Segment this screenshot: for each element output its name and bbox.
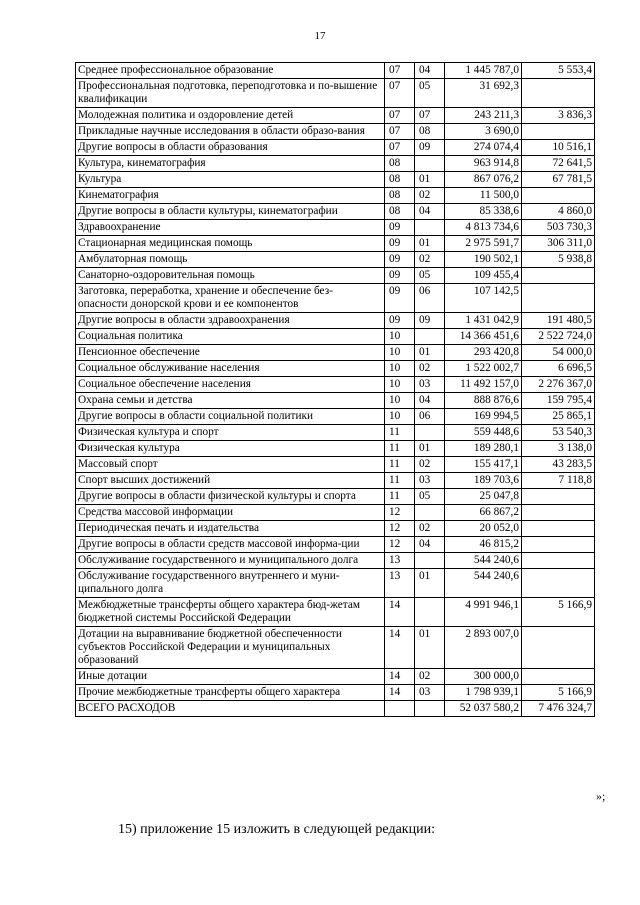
row-name: Физическая культура и спорт [76,425,385,441]
budget-table-body [76,63,595,717]
table-row [76,669,595,685]
row-total-amount: 85 338,6 [445,204,522,220]
row-subsection-code: 04 [415,63,445,79]
row-subsection-code: 03 [415,685,445,701]
row-name: Амбулаторная помощь [76,252,385,268]
row-subvention-amount: 43 283,5 [522,457,595,473]
table-row [76,377,595,393]
row-name: Профессиональная подготовка, переподготовка и по-вышение квалификации [76,79,385,108]
row-subsection-code: 03 [415,377,445,393]
row-section-code: 14 [385,598,415,627]
row-section-code: 12 [385,521,415,537]
row-section-code: 14 [385,627,415,669]
row-total-amount: 293 420,8 [445,345,522,361]
row-subvention-amount [522,553,595,569]
row-subvention-amount: 5 166,9 [522,685,595,701]
footer-paragraph: 15) приложение 15 изложить в следующей редакции: [118,822,435,837]
row-subvention-amount [522,505,595,521]
row-section-code: 11 [385,441,415,457]
row-subvention-amount: 25 865,1 [522,409,595,425]
row-name: Физическая культура [76,441,385,457]
row-total-amount: 25 047,8 [445,489,522,505]
row-subvention-amount [522,669,595,685]
row-total-amount: 300 000,0 [445,669,522,685]
table-row [76,204,595,220]
row-subsection-code [415,505,445,521]
row-section-code: 12 [385,537,415,553]
table-row [76,108,595,124]
row-subsection-code [415,220,445,236]
row-total-amount: 109 455,4 [445,268,522,284]
row-subvention-amount [522,627,595,669]
row-subsection-code [415,701,445,717]
table-row [76,393,595,409]
row-name: Другие вопросы в области физической культуры и спорта [76,489,385,505]
row-name: Другие вопросы в области культуры, кинематографии [76,204,385,220]
budget-table [75,62,595,717]
table-row [76,79,595,108]
row-total-amount: 544 240,6 [445,569,522,598]
row-total-amount: 888 876,6 [445,393,522,409]
row-subsection-code: 07 [415,108,445,124]
row-total-amount: 1 431 042,9 [445,313,522,329]
row-name: Другие вопросы в области здравоохранения [76,313,385,329]
table-row [76,284,595,313]
table-row [76,236,595,252]
row-section-code: 11 [385,425,415,441]
row-section-code [385,701,415,717]
row-total-amount: 31 692,3 [445,79,522,108]
row-section-code: 07 [385,79,415,108]
row-total-amount: 190 502,1 [445,252,522,268]
row-total-amount: 3 690,0 [445,124,522,140]
row-name: Спорт высших достижений [76,473,385,489]
row-section-code: 08 [385,188,415,204]
row-subvention-amount: 5 553,4 [522,63,595,79]
row-total-amount: 867 076,2 [445,172,522,188]
row-subvention-amount [522,124,595,140]
row-subvention-amount: 3 138,0 [522,441,595,457]
row-section-code: 07 [385,140,415,156]
row-subvention-amount: 5 938,8 [522,252,595,268]
row-subvention-amount [522,268,595,284]
row-name: Другие вопросы в области социальной политики [76,409,385,425]
row-name: Обслуживание государственного внутреннего и муни-ципального долга [76,569,385,598]
row-subsection-code: 02 [415,457,445,473]
row-name: Иные дотации [76,669,385,685]
row-name: Заготовка, переработка, хранение и обеспечение без-опасности донорской крови и ее компонентов [76,284,385,313]
row-name: Пенсионное обеспечение [76,345,385,361]
row-total-amount: 243 211,3 [445,108,522,124]
table-row [76,268,595,284]
row-name: Прикладные научные исследования в области образо-вания [76,124,385,140]
row-subvention-amount: 191 480,5 [522,313,595,329]
row-name: Культура, кинематография [76,156,385,172]
row-subvention-amount: 5 166,9 [522,598,595,627]
row-subsection-code: 01 [415,569,445,598]
row-total-amount: 52 037 580,2 [445,701,522,717]
table-row [76,473,595,489]
row-total-amount: 1 798 939,1 [445,685,522,701]
row-subsection-code: 09 [415,313,445,329]
row-subvention-amount [522,537,595,553]
row-section-code: 09 [385,284,415,313]
table-row [76,441,595,457]
page-number: 17 [314,30,326,42]
row-section-code: 08 [385,172,415,188]
row-name: Обслуживание государственного и муниципального долга [76,553,385,569]
row-section-code: 10 [385,393,415,409]
row-subsection-code: 02 [415,252,445,268]
row-name: Средства массовой информации [76,505,385,521]
row-subsection-code: 05 [415,268,445,284]
row-subsection-code: 02 [415,188,445,204]
row-total-amount: 46 815,2 [445,537,522,553]
row-section-code: 07 [385,63,415,79]
table-row [76,457,595,473]
row-subsection-code: 06 [415,409,445,425]
row-subvention-amount: 306 311,0 [522,236,595,252]
row-subsection-code: 03 [415,473,445,489]
table-row [76,627,595,669]
row-section-code: 10 [385,377,415,393]
row-total-amount: 963 914,8 [445,156,522,172]
row-name: Социальное обслуживание населения [76,361,385,377]
table-row [76,569,595,598]
table-row [76,598,595,627]
row-subvention-amount [522,284,595,313]
table-row [76,701,595,717]
row-name: Социальная политика [76,329,385,345]
row-name: Молодежная политика и оздоровление детей [76,108,385,124]
row-subsection-code [415,425,445,441]
row-subsection-code: 06 [415,284,445,313]
row-subsection-code [415,329,445,345]
row-name: Здравоохранение [76,220,385,236]
row-subsection-code: 01 [415,172,445,188]
table-row [76,252,595,268]
row-total-amount: 189 703,6 [445,473,522,489]
table-row [76,425,595,441]
table-row [76,140,595,156]
table-row [76,63,595,79]
table-row [76,220,595,236]
row-section-code: 11 [385,457,415,473]
row-subvention-amount: 67 781,5 [522,172,595,188]
table-row [76,521,595,537]
row-subvention-amount: 2 522 724,0 [522,329,595,345]
row-subsection-code: 01 [415,627,445,669]
row-subsection-code: 01 [415,441,445,457]
table-row [76,124,595,140]
row-total-amount: 20 052,0 [445,521,522,537]
row-subsection-code: 05 [415,79,445,108]
table-row [76,505,595,521]
row-section-code: 14 [385,669,415,685]
row-subsection-code [415,553,445,569]
row-subsection-code [415,598,445,627]
row-total-amount: 155 417,1 [445,457,522,473]
row-subvention-amount: 2 276 367,0 [522,377,595,393]
row-name: Санаторно-оздоровительная помощь [76,268,385,284]
row-subsection-code: 08 [415,124,445,140]
row-subsection-code: 02 [415,669,445,685]
row-name: Среднее профессиональное образование [76,63,385,79]
row-subsection-code: 04 [415,537,445,553]
row-subvention-amount: 3 836,3 [522,108,595,124]
row-section-code: 07 [385,108,415,124]
row-total-amount: 274 074,4 [445,140,522,156]
row-section-code: 10 [385,329,415,345]
row-section-code: 11 [385,473,415,489]
table-row [76,489,595,505]
row-subsection-code: 04 [415,393,445,409]
row-total-amount: 4 813 734,6 [445,220,522,236]
row-name: ВСЕГО РАСХОДОВ [76,701,385,717]
row-name: Межбюджетные трансферты общего характера бюд-жетам бюджетной системы Российской Федерации [76,598,385,627]
row-total-amount: 11 500,0 [445,188,522,204]
table-row [76,172,595,188]
row-section-code: 12 [385,505,415,521]
row-total-amount: 66 867,2 [445,505,522,521]
row-section-code: 07 [385,124,415,140]
row-subvention-amount [522,79,595,108]
row-section-code: 10 [385,361,415,377]
row-subvention-amount: 10 516,1 [522,140,595,156]
row-subsection-code [415,156,445,172]
row-section-code: 10 [385,345,415,361]
row-subvention-amount: 4 860,0 [522,204,595,220]
row-total-amount: 559 448,6 [445,425,522,441]
row-name: Другие вопросы в области средств массовой информа-ции [76,537,385,553]
row-total-amount: 2 975 591,7 [445,236,522,252]
row-subvention-amount [522,188,595,204]
row-section-code: 14 [385,685,415,701]
table-row [76,409,595,425]
row-total-amount: 544 240,6 [445,553,522,569]
row-subsection-code: 09 [415,140,445,156]
row-name: Прочие межбюджетные трансферты общего характера [76,685,385,701]
row-name: Кинематография [76,188,385,204]
table-row [76,156,595,172]
row-section-code: 09 [385,252,415,268]
row-subvention-amount [522,569,595,598]
row-section-code: 13 [385,569,415,598]
row-subsection-code: 01 [415,236,445,252]
row-subvention-amount: 72 641,5 [522,156,595,172]
row-section-code: 10 [385,409,415,425]
table-row [76,361,595,377]
row-total-amount: 2 893 007,0 [445,627,522,669]
row-total-amount: 11 492 157,0 [445,377,522,393]
table-row [76,537,595,553]
row-name: Периодическая печать и издательства [76,521,385,537]
row-subvention-amount [522,521,595,537]
row-section-code: 08 [385,156,415,172]
row-subvention-amount: 7 476 324,7 [522,701,595,717]
row-subvention-amount: 159 795,4 [522,393,595,409]
row-section-code: 09 [385,236,415,252]
row-name: Социальное обеспечение населения [76,377,385,393]
row-total-amount: 1 522 002,7 [445,361,522,377]
row-subvention-amount [522,489,595,505]
row-subsection-code: 02 [415,521,445,537]
row-subvention-amount: 7 118,8 [522,473,595,489]
row-section-code: 11 [385,489,415,505]
row-total-amount: 107 142,5 [445,284,522,313]
row-subsection-code: 05 [415,489,445,505]
row-name: Охрана семьи и детства [76,393,385,409]
table-row [76,313,595,329]
row-total-amount: 1 445 787,0 [445,63,522,79]
table-row [76,553,595,569]
row-subsection-code: 01 [415,345,445,361]
row-name: Массовый спорт [76,457,385,473]
row-total-amount: 4 991 946,1 [445,598,522,627]
row-subvention-amount: 53 540,3 [522,425,595,441]
row-total-amount: 169 994,5 [445,409,522,425]
row-subsection-code: 02 [415,361,445,377]
row-total-amount: 14 366 451,6 [445,329,522,345]
row-section-code: 09 [385,313,415,329]
table-row [76,685,595,701]
row-section-code: 09 [385,220,415,236]
table-row [76,345,595,361]
row-name: Дотации на выравнивание бюджетной обеспеченности субъектов Российской Федерации и муниципальных образований [76,627,385,669]
row-total-amount: 189 280,1 [445,441,522,457]
row-subsection-code: 04 [415,204,445,220]
row-subvention-amount: 54 000,0 [522,345,595,361]
row-name: Другие вопросы в области образования [76,140,385,156]
row-name: Культура [76,172,385,188]
table-row [76,188,595,204]
row-subvention-amount: 6 696,5 [522,361,595,377]
row-name: Стационарная медицинская помощь [76,236,385,252]
row-subvention-amount: 503 730,3 [522,220,595,236]
closing-quote-mark: »; [596,789,606,803]
row-section-code: 13 [385,553,415,569]
row-section-code: 08 [385,204,415,220]
table-row [76,329,595,345]
row-section-code: 09 [385,268,415,284]
